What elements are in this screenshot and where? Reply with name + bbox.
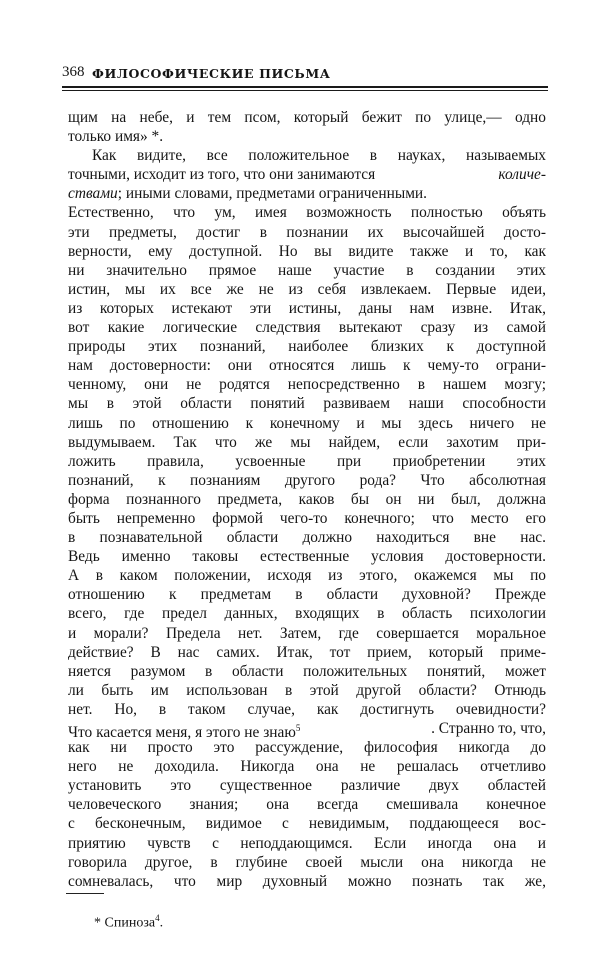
text-line: няется разумом в области положительных понятий, может	[68, 662, 546, 680]
italic-span: количе-	[498, 166, 546, 184]
text-line: как ни просто это рассуждение, философия никогда до	[68, 739, 546, 757]
text-line: приятию чувств с неподдающимся. Если иногда она и	[68, 834, 546, 852]
text-line	[68, 184, 546, 203]
text-line: познаний, к познаниям другого рода? Что абсолютная	[68, 471, 546, 489]
text-line: эти предметы, достиг в познании их высочайшей досто-	[68, 223, 546, 241]
text-line: говорила другое, в глубине своей мысли она никогда не	[68, 853, 546, 871]
text-line: с бесконечным, видимое с невидимым, поддающееся вос-	[68, 815, 546, 833]
running-title: ФИЛОСОФИЧЕСКИЕ ПИСЬМА	[92, 66, 331, 81]
text-line: нам достоверности: они относятся лишь к чему-то ограни-	[68, 357, 546, 375]
text-line: быть непременно формой чего-то конечного; что место его	[68, 509, 546, 527]
text-line: всего, где предел данных, входящих в область психологии	[68, 605, 546, 623]
text-line: ченному, они не родятся непосредственно в нашем мозгу;	[68, 376, 546, 394]
text-line: форма познанного предмета, каков бы он ни был, должна	[68, 490, 546, 508]
footnote-marker: *	[94, 915, 101, 931]
text-line: в познавательной области должно находиться вне нас.	[68, 529, 546, 547]
running-header	[62, 64, 548, 84]
text-line: выдумываем. Так что же мы найдем, если захотим при-	[68, 433, 546, 451]
text-line: щим на небе, и тем псом, который бежит по улице,— одно	[68, 109, 546, 126]
text-line: лишь по отношению к конечному и мы здесь ничего не	[68, 414, 546, 432]
text-line: отношению к предметам в области духовной? Прежде	[68, 586, 546, 604]
header-rule-thin	[62, 90, 548, 91]
footnote-text: Спиноза	[104, 915, 156, 931]
text-line: ли быть им использован в этой другой области? Отнюдь	[68, 681, 546, 699]
text-line: ложить правила, усвоенные при приобретении этих	[68, 452, 546, 470]
text-line: ни значительно прямое наше участие в создании этих	[68, 261, 546, 279]
header-rule	[62, 86, 548, 88]
body-text	[68, 108, 546, 891]
text-line: истин, мы их все же не из себя извлекаем. Первые идеи,	[68, 280, 546, 298]
text-line	[68, 165, 546, 184]
endnote-ref[interactable]: 5	[295, 723, 301, 733]
text-line: только имя» *.	[68, 128, 164, 146]
text-line: Естественно, что ум, имея возможность полностью объять	[68, 204, 546, 222]
text-line: установить это существенное различие двух областей	[68, 777, 546, 795]
text-line: природы этих познаний, наиболее близких к доступной	[68, 338, 546, 356]
text-line: человеческого знания; она всегда смешивала конечное	[68, 796, 546, 814]
page-number: 368	[62, 64, 85, 80]
text-line: и морали? Предела нет. Затем, где совершается моральное	[68, 624, 546, 642]
text-span: ; иными словами, предметами ограниченными.	[117, 185, 428, 203]
text-span: . Странно то, что,	[431, 720, 546, 737]
italic-span: ствами	[68, 185, 118, 203]
footnote-end: .	[159, 915, 164, 931]
text-line: Как видите, все положительное в науках, называемых	[92, 147, 546, 165]
text-line: из которых истекают эти истины, даны нам извне. Итак,	[68, 299, 546, 317]
text-line: сомневалась, что мир духовный можно познать так же,	[68, 872, 546, 890]
text-line: А в каком положении, исходя из этого, окажемся мы по	[68, 567, 546, 585]
text-line: Ведь именно таковы естественные условия достоверности.	[68, 548, 546, 566]
text-line: нет. Но, в таком случае, как достигнуть очевидности?	[68, 700, 546, 718]
text-span: точными, исходит из того, что они занимаются	[68, 166, 376, 184]
footnote-rule	[66, 893, 104, 894]
text-line: мы в этой области понятий развиваем наши способности	[68, 395, 546, 413]
footnote	[94, 913, 163, 932]
text-line	[68, 719, 546, 742]
text-span: Что касается меня, я этого не знаю	[68, 724, 296, 742]
text-line: действие? В нас самих. Итак, тот прием, который приме-	[68, 643, 546, 661]
text-line: него не доходила. Никогда она не решалась отчетливо	[68, 758, 546, 776]
text-line: верности, ему доступной. Но вы видите также и то, как	[68, 242, 546, 260]
footnote-ref[interactable]: 4	[155, 913, 160, 923]
text-line: вот какие логические следствия вытекают сразу из самой	[68, 319, 546, 337]
